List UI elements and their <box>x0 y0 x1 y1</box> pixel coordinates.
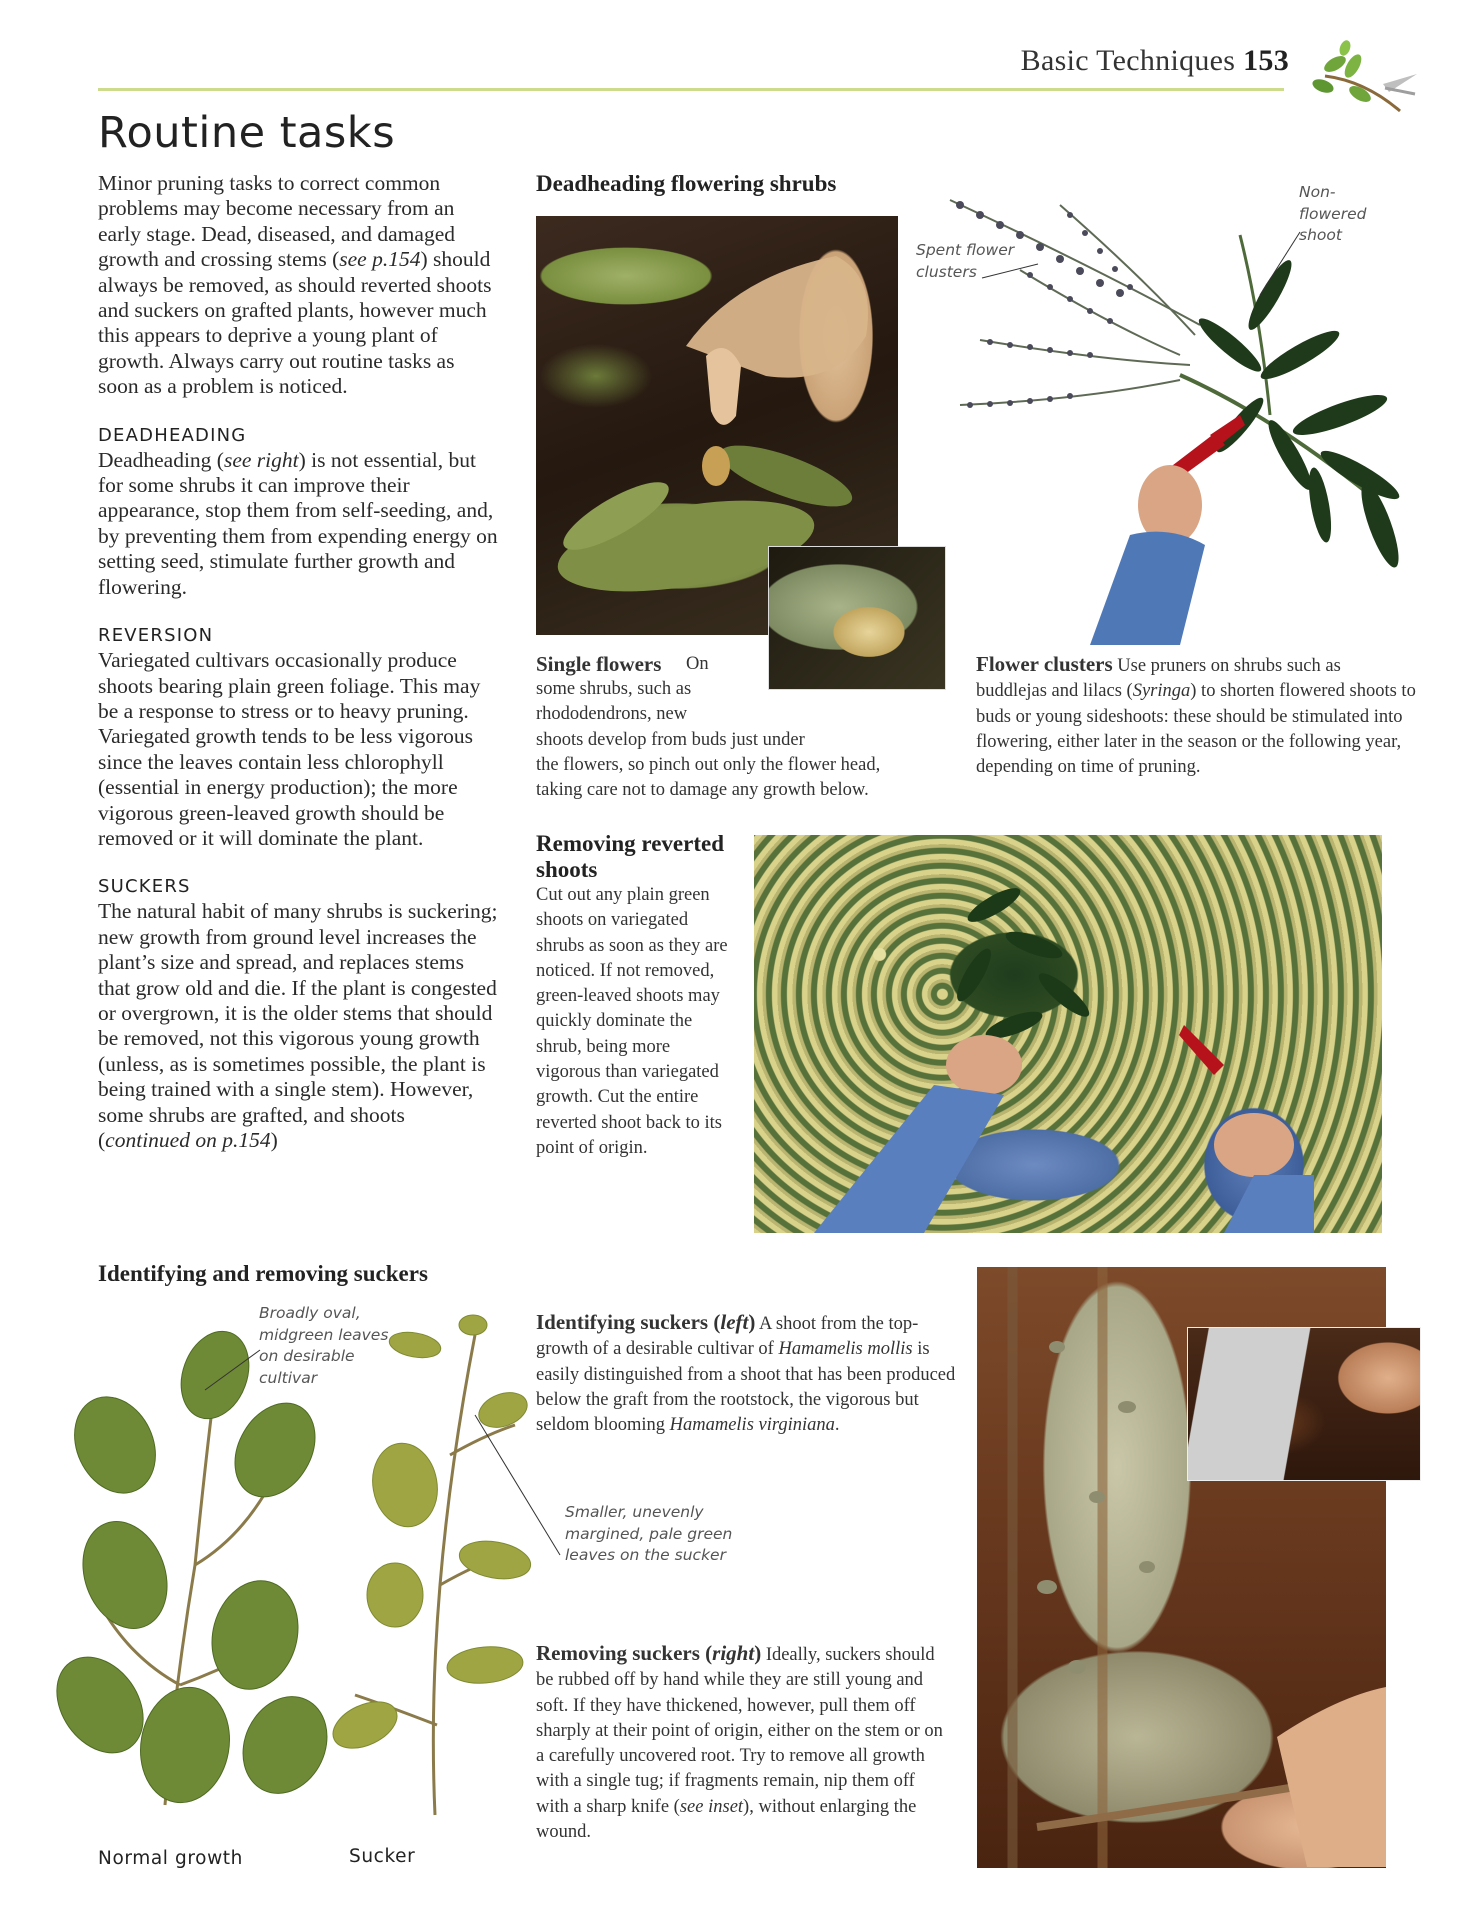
running-head <box>1021 44 1289 78</box>
spent-flower-leader <box>980 250 1040 280</box>
page-number: 153 <box>1243 44 1289 77</box>
knife-inset-photo <box>1187 1327 1421 1481</box>
left-column <box>98 171 498 1153</box>
single-flowers-title: Single flowers <box>536 652 662 676</box>
flower-clusters-title: Flower clusters <box>976 652 1113 676</box>
normal-growth-caption: Normal growth <box>98 1848 243 1869</box>
deadheading-box-heading: Deadheading flowering shrubs <box>536 171 837 196</box>
intro-reference: see p.154 <box>339 247 421 272</box>
single-flowers-text: some shrubs, such as rhododendrons, new shoots develop from buds just under the flowers, so pinch out only the flower head, taking care not to damage any growth below. <box>536 679 881 801</box>
section-title: Basic Techniques <box>1020 44 1236 77</box>
suckers-heading: SUCKERS <box>98 876 191 898</box>
reverted-box-heading: Removing reverted shoots <box>536 831 724 882</box>
header-rule <box>98 88 1284 91</box>
normal-leaves-leader <box>200 1345 270 1395</box>
identifying-suckers-caption: Identifying suckers (left) A shoot from the top-growth of a desirable cultivar of Hamamelis mollis is easily distinguished from a shoot that has been produced below the graft from the rootstock, the vigorous but seldom blooming Hamamelis virginiana. <box>536 1310 956 1436</box>
deadheading-paragraph: Deadheading (see right) is not essential, but for some shrubs it can improve their appearance, stop them from self-seeding, and, by preventing them from expending energy on setting seed, stimulate further growth and flowering. <box>98 447 498 599</box>
nonflowered-leader <box>1255 230 1305 300</box>
continued-reference: continued on p.154 <box>105 1128 271 1152</box>
spent-flower-label: Spent flower clusters <box>916 241 1015 281</box>
normal-leaves-label: Broadly oval, midgreen leaves on desirable cultivar <box>259 1304 389 1387</box>
removing-suckers-title: Removing suckers (right) <box>536 1641 762 1665</box>
page-title: Routine tasks <box>98 108 396 158</box>
reversion-paragraph: Variegated cultivars occasionally produce shoots bearing plain green foliage. This may be a response to stress or to heavy pruning. Variegated growth tends to be less vigorous since the leaves contain less chlorophyll (essential in energy production); the more vigorous green-leaved growth should be removed or it will dominate the plant. <box>98 648 481 850</box>
suckers-box-heading: Identifying and removing suckers <box>98 1261 428 1286</box>
sucker-caption: Sucker <box>349 1846 416 1867</box>
sucker-leaves-label: Smaller, unevenly margined, pale green leaves on the sucker <box>565 1503 733 1564</box>
reverted-box-text: Cut out any plain green shoots on variegated shrubs as soon as they are noticed. If not removed, green-leaved shoots may quickly dominate the shrub, being more vigorous than variegated growth. Cut the entire reverted shoot back to its point of origin. <box>536 885 728 1158</box>
flower-clusters-caption: Flower clusters Use pruners on shrubs such as buddlejas and lilacs (Syringa) to shorten flowered shoots to buds or young sideshoots: these should be stimulated into flowering, either later in the season or the following year, depending on time of pruning. <box>976 652 1416 778</box>
intro-paragraph: Minor pruning tasks to correct common problems may become necessary from an early stage. Dead, diseased, and damaged growth and crossing stems (see p.154) should always be removed, as should reverted shoots and suckers on grafted plants, however much this appears to deprive a young plant of growth. Always carry out routine tasks as soon as a problem is noticed. <box>98 171 492 399</box>
pruner-sprig-icon <box>1305 36 1425 121</box>
identifying-suckers-title: Identifying suckers (left) <box>536 1310 756 1334</box>
suckers-paragraph: The natural habit of many shrubs is suckering; new growth from ground level increases the plant’s size and spread, and replaces stems that grow old and die. If the plant is congested or overgrown, it is the older stems that should be removed, not this vigorous young growth (unless, as is sometimes possible, the plant is being trained with a single stem). However, some shrubs are grafted, and shoots (continued on p.154) <box>98 899 498 1152</box>
single-flowers-text-block: On <box>686 654 709 674</box>
deadheading-reference: see right <box>223 447 299 472</box>
nonflowered-shoot-label: Non-flowered shoot <box>1299 183 1367 244</box>
reversion-heading: REVERSION <box>98 625 214 647</box>
removing-suckers-caption: Removing suckers (right) Ideally, suckers should be rubbed off by hand while they are still young and soft. If they have thickened, however, pull them off sharply at their point of origin, either on the stem or on a carefully uncovered root. Try to remove all growth with a single tug; if fragments remain, nip them off with a sharp knife (see inset), without enlarging the wound. <box>536 1641 943 1843</box>
variegated-shrub-photo <box>754 835 1382 1233</box>
deadheading-heading: DEADHEADING <box>98 424 247 446</box>
